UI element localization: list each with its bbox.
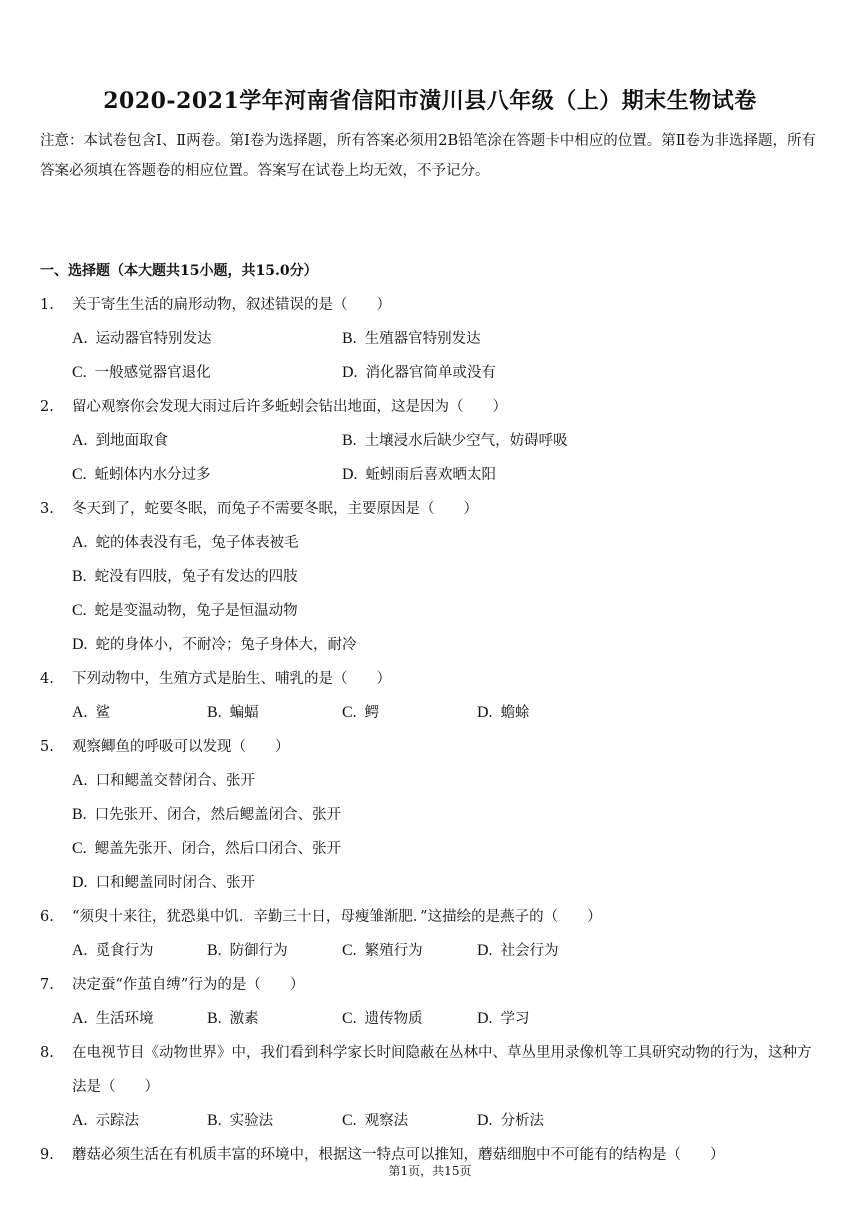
question-2 <box>40 390 820 492</box>
question-text: 下列动物中，生殖方式是胎生、哺乳的是（ ） <box>72 671 391 687</box>
option-b: B. 蛇没有四肢，兔子有发达的四肢 <box>72 568 298 585</box>
question-number: 1. <box>40 297 54 313</box>
question-text: 留心观察你会发现大雨过后许多蚯蚓会钻出地面，这是因为（ ） <box>72 399 507 415</box>
question-6 <box>40 900 820 968</box>
question-8 <box>40 1036 820 1138</box>
option-d: D. 分析法 <box>477 1112 545 1129</box>
question-text: 冬天到了，蛇要冬眠，而兔子不需要冬眠，主要原因是（ ） <box>72 501 478 517</box>
option-a: A. 蛇的体表没有毛，兔子体表被毛 <box>72 534 299 551</box>
exam-notice: 注意：本试卷包含Ⅰ、Ⅱ两卷。第Ⅰ卷为选择题，所有答案必须用2B铅笔涂在答题卡中相应的位置。第Ⅱ卷为非选择题，所有答案必须填在答题卷的相应位置。答案写在试卷上均无效，不予记分。 <box>40 133 817 179</box>
question-number: 5. <box>40 739 54 755</box>
option-c: C. 遗传物质 <box>342 1010 423 1027</box>
option-a: A. 到地面取食 <box>72 432 169 449</box>
question-number: 8. <box>40 1045 54 1061</box>
option-a: A. 觅食行为 <box>72 942 154 959</box>
question-5 <box>40 730 820 900</box>
question-number: 9. <box>40 1147 54 1163</box>
option-c: C. 繁殖行为 <box>342 942 423 959</box>
option-b: B. 防御行为 <box>207 942 288 959</box>
option-c: C. 观察法 <box>342 1112 409 1129</box>
option-b: B. 口先张开、闭合，然后鳃盖闭合、张开 <box>72 806 342 823</box>
question-number: 4. <box>40 671 54 687</box>
option-d: D. 蚯蚓雨后喜欢晒太阳 <box>342 466 497 483</box>
question-text: 观察鲫鱼的呼吸可以发现（ ） <box>72 739 290 755</box>
question-4 <box>40 662 820 730</box>
question-text: 蘑菇必须生活在有机质丰富的环境中，根据这一特点可以推知，蘑菇细胞中不可能有的结构是（ ） <box>72 1147 725 1163</box>
question-text: 关于寄生生活的扁形动物，叙述错误的是（ ） <box>72 297 391 313</box>
option-b: B. 生殖器官特别发达 <box>342 330 481 347</box>
option-a: A. 口和鳃盖交替闭合、张开 <box>72 772 256 789</box>
option-a: A. 示踪法 <box>72 1112 140 1129</box>
page-title: 2020-2021学年河南省信阳市潢川县八年级（上）期末生物试卷 <box>103 88 757 114</box>
option-b: B. 蝙蝠 <box>207 704 259 721</box>
option-b: B. 土壤浸水后缺少空气，妨碍呼吸 <box>342 432 568 449</box>
question-3 <box>40 492 820 662</box>
question-text: 在电视节目《动物世界》中，我们看到科学家长时间隐蔽在丛林中、草丛里用录像机等工具研究动物的行为，这种方法是（ ） <box>72 1045 812 1095</box>
option-c: C. 鳄 <box>342 704 380 721</box>
option-a: A. 鲨 <box>72 704 111 721</box>
question-text: 决定蚕“作茧自缚”行为的是（ ） <box>72 977 305 993</box>
option-d: D. 口和鳃盖同时闭合、张开 <box>72 874 256 891</box>
option-b: B. 激素 <box>207 1010 259 1027</box>
question-list <box>40 288 820 1172</box>
question-number: 6. <box>40 909 54 925</box>
section-title: 一、选择题（本大题共15小题，共15.0分） <box>40 263 318 279</box>
question-7 <box>40 968 820 1036</box>
option-a: A. 运动器官特别发达 <box>72 330 212 347</box>
option-b: B. 实验法 <box>207 1112 274 1129</box>
option-c: C. 蛇是变温动物，兔子是恒温动物 <box>72 602 298 619</box>
option-d: D. 蛇的身体小，不耐冷；兔子身体大，耐冷 <box>72 636 357 653</box>
option-c: C. 蚯蚓体内水分过多 <box>72 466 211 483</box>
question-number: 2. <box>40 399 54 415</box>
question-number: 3. <box>40 501 54 517</box>
option-d: D. 社会行为 <box>477 942 559 959</box>
option-d: D. 学习 <box>477 1010 530 1027</box>
option-d: D. 蟾蜍 <box>477 704 530 721</box>
question-1 <box>40 288 820 390</box>
option-d: D. 消化器官简单或没有 <box>342 364 497 381</box>
page-footer: 第1页，共15页 <box>388 1164 472 1178</box>
question-number: 7. <box>40 977 54 993</box>
option-c: C. 一般感觉器官退化 <box>72 364 211 381</box>
question-text: “须臾十来往，犹恐巢中饥．辛勤三十日，母瘦雏渐肥．”这描绘的是燕子的（ ） <box>72 909 602 925</box>
option-c: C. 鳃盖先张开、闭合，然后口闭合、张开 <box>72 840 342 857</box>
option-a: A. 生活环境 <box>72 1010 154 1027</box>
